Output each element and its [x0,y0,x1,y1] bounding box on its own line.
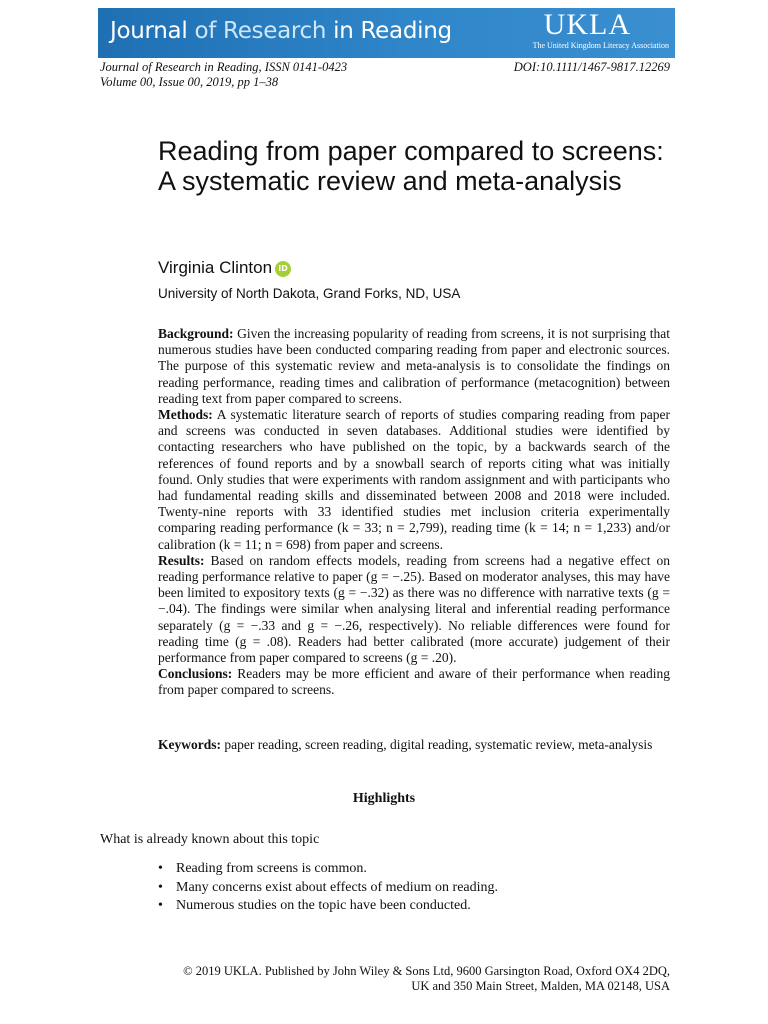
list-item [158,879,498,898]
highlights-heading: Highlights [352,791,416,806]
author-name[interactable]: Virginia Clinton [158,258,273,277]
doi[interactable]: DOI:10.1111/1467-9817.12269 [513,60,670,74]
bullet-icon: • [158,861,163,876]
highlights-subheading: What is already known about this topic [100,832,320,847]
abstract [158,326,670,699]
keywords-label: Keywords: [158,737,221,752]
orcid-icon[interactable]: iD [275,261,291,277]
abstract-results [158,553,670,666]
bullet-icon: • [158,879,163,895]
ukla-logo-subtitle: The United Kingdom Literacy Association [532,41,669,50]
ukla-logo: UKLA [543,8,631,41]
keywords [158,737,670,753]
results-text: Based on random effects models, reading from screens had a negative effect on reading performance relative to paper (g = −.25). Based on moderator analyses, this may have been limited to expository texts (g = −.32) as there was no difference with narrative texts (g = −.04). The findings were similar when analysing literal and inferential reading performance separately (g = −.33 and g = −.26, respectively). No reliable differences were found for reading time (g = .08). Readers had better calibrated (more accurate) judgement of their performance from paper compared to screens (g = .20). [158,552,670,666]
author-affiliation: University of North Dakota, Grand Forks, ND, USA [158,286,461,301]
results-label: Results: [158,552,205,568]
list-item [158,860,498,879]
list-item-text: Reading from screens is common. [176,861,367,876]
abstract-background [158,326,670,407]
list-item [158,897,498,916]
abstract-methods [158,407,670,553]
highlights-list [158,860,498,916]
author-line [158,258,291,278]
footer-line-2: UK and 350 Main Street, Malden, MA 02148, USA [411,979,670,993]
journal-title-part1: Journal [110,18,188,44]
background-text: Given the increasing popularity of reading from screens, it is not surprising that numerous studies have been conducted comparing reading from paper and electronic sources. The purpose of this systematic review and meta-analysis is to consolidate the findings on reading performance, reading times and calibration of performance (metacognition) between reading text from paper compared to screens. [158,326,670,406]
background-label: Background: [158,326,234,341]
footer-line-1: © 2019 UKLA. Published by John Wiley & Sons Ltd, 9600 Garsington Road, Oxford OX4 2DQ, [183,964,670,978]
citation-line-1: Journal of Research in Reading, ISSN 0141-0423 [100,60,348,74]
keywords-text: paper reading, screen reading, digital reading, systematic review, meta-analysis [221,737,653,752]
journal-title-part3: in Reading [333,18,452,44]
conclusions-text: Readers may be more efficient and aware of their performance when reading from paper compared to screens. [158,666,670,698]
journal-title [110,18,452,44]
citation-info [100,60,347,90]
citation-line-2: Volume 00, Issue 00, 2019, pp 1–38 [100,75,279,89]
bullet-icon: • [158,898,163,913]
conclusions-label: Conclusions: [158,666,233,682]
copyright-footer [183,964,670,994]
abstract-conclusions [158,666,670,698]
methods-text: A systematic literature search of reports of studies comparing reading from paper and screens was conducted in seven databases. Additional studies were identified by contacting researchers who have published on the topic, by a backwards search of the references of found reports and by a snowball search of reports citing what was initially found. Only studies that were experiments with random assignment and with participants who had fundamental reading skills and disseminated between 2008 and 2018 were included. Twenty-nine reports with 33 identified studies met inclusion criteria experimentally comparing reading performance (k = 33; n = 2,799), reading time (k = 14; n = 1,233) and/or calibration (k = 11; n = 698) from paper and screens. [158,407,670,552]
article-title: Reading from paper compared to screens: A systematic review and meta-analysis [158,136,664,196]
journal-title-part2: of Research [187,18,334,44]
methods-label: Methods: [158,407,213,423]
list-item-text: Many concerns exist about effects of medium on reading. [176,879,499,895]
journal-banner [98,8,675,58]
list-item-text: Numerous studies on the topic have been conducted. [176,898,471,913]
